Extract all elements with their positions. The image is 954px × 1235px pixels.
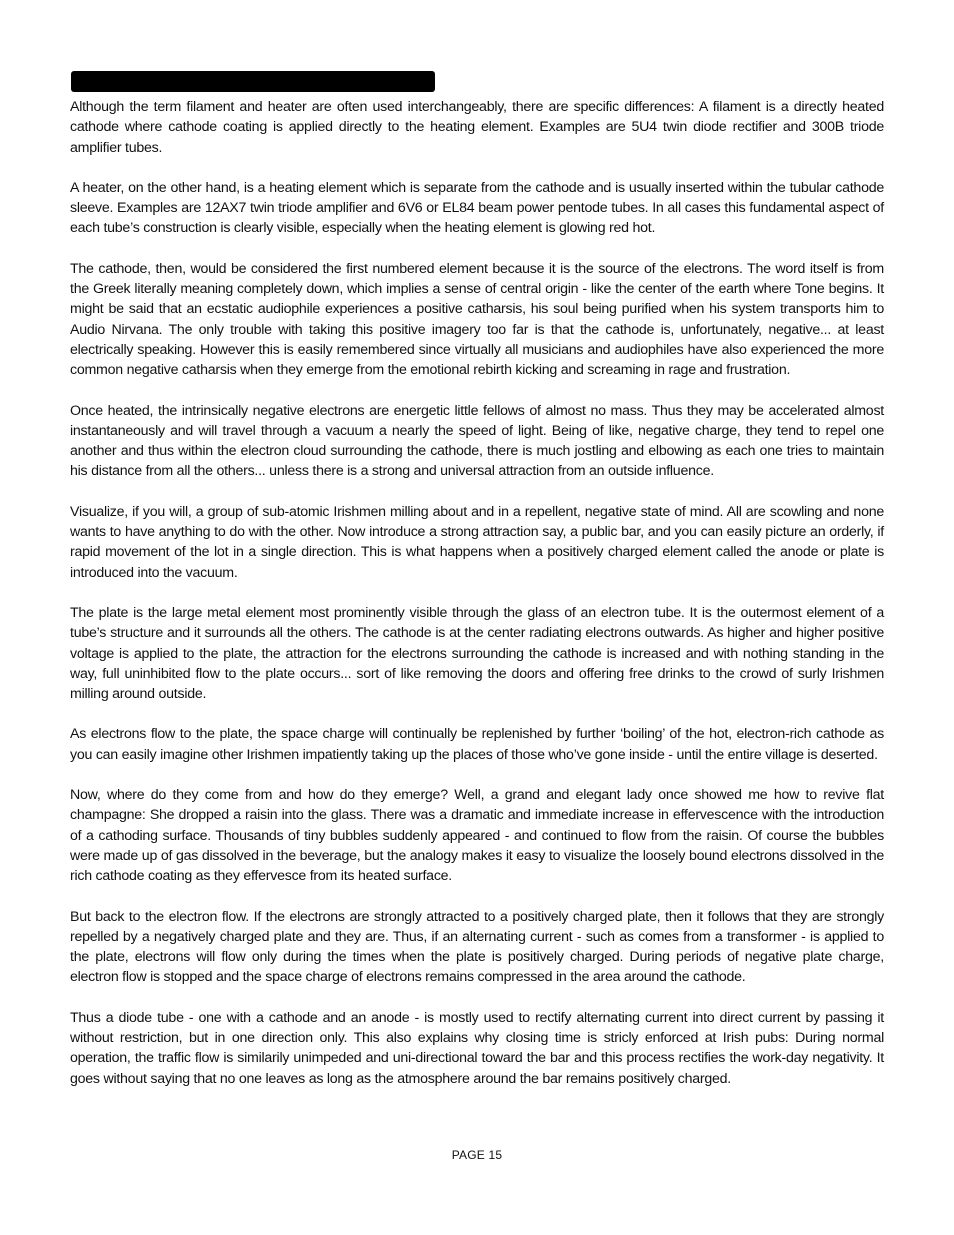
paragraph-heater: A heater, on the other hand, is a heating element which is separate from the cathode and is usually inserted within the tubular cathode sleeve. Examples are 12AX7 twin triode amplifier and 6V6 or EL84 beam power pentode tubes. In all cases this fundamental aspect of each tube’s construction is clearly visible, especially when the heating element is glowing red hot.	[70, 179, 884, 237]
paragraph-cathode: The cathode, then, would be considered the first numbered element because it is the source of the electrons. The word itself is from the Greek literally meaning completely down, which implies a sense of central origin - like the center of the earth where Tone begins. It might be said that an ecstatic audiophile experiences a positive catharsis, his soul being purified when his system transports him to Audio Nirvana. The only trouble with taking this positive imagery too far is that the cathode is, unfortunately, negative... at least electrically speaking. However this is easily remembered since virtually all musicians and audiophiles have also experienced the more common negative catharsis when they emerge from the emotional rebirth kicking and screaming in rage and frustration.	[70, 260, 884, 379]
paragraph-plate: The plate is the large metal element most prominently visible through the glass of an electron tube. It is the outermost element of a tube’s structure and it surrounds all the others. The cathode is at the center radiating electrons outwards. As higher and higher positive voltage is applied to the plate, the attraction for the electrons surrounding the cathode is increased and with nothing standing in the way, full uninhibited flow to the plate occurs... sort of like removing the doors and offering free drinks to the crowd of surly Irishmen milling around outside.	[70, 604, 884, 703]
article-body	[70, 97, 884, 1109]
paragraph-irishmen: Visualize, if you will, a group of sub-atomic Irishmen milling about and in a repellent, negative state of mind. All are scowling and none wants to have anything to do with the other. Now introduce a strong attraction say, a public bar, and you can easily picture an orderly, if rapid movement of the lot in a single direction. This is what happens when a positively charged element called the anode or plate is introduced into the vacuum.	[70, 503, 884, 581]
paragraph-space-charge: As electrons flow to the plate, the space charge will continually be replenished by further ‘boiling’ of the hot, electron-rich cathode as you can easily imagine other Irishmen impatiently taking up the places of those who’ve gone inside - until the entire village is deserted.	[70, 726, 884, 763]
paragraph-electron-flow: But back to the electron flow. If the electrons are strongly attracted to a positively charged plate, then it follows that they are strongly repelled by a negatively charged plate and they are. Thus, if an alternating current - such as comes from a transformer - is applied to the plate, electrons will flow only during the times when the plate is positively charged. During periods of negative plate charge, electron flow is stopped and the space charge of electrons remains compressed in the area around the cathode.	[70, 908, 884, 986]
section-header-bar	[71, 71, 435, 92]
page-number: PAGE 15	[451, 1148, 503, 1162]
paragraph-filament-heater: Although the term filament and heater are often used interchangeably, there are specific differences: A filament is a directly heated cathode where cathode coating is applied directly to the heating element. Examples are 5U4 twin diode rectifier and 300B triode amplifier tubes.	[70, 99, 884, 156]
paragraph-champagne: Now, where do they come from and how do they emerge? Well, a grand and elegant lady once showed me how to revive flat champagne: She dropped a raisin into the glass. There was a dramatic and immediate increase in effervescence with the introduction of a cathoding surface. Thousands of tiny bubbles suddenly appeared - and continued to flow from the raisin. Of course the bubbles were made up of gas dissolved in the beverage, but the analogy makes it easy to visualize the loosely bound electrons dissolved in the rich cathode coating as they effervesce from its heated surface.	[70, 787, 884, 885]
paragraph-diode: Thus a diode tube - one with a cathode and an anode - is mostly used to rectify alternating current into direct current by passing it without restriction, but in one direction only. This also explains why closing time is stricly enforced at Irish pubs: During normal operation, the traffic flow is similarily unimpeded and uni-directional toward the bar and this process rectifies the work-day negativity. It goes without saying that no one leaves as long as the atmosphere around the bar remains positively charged.	[70, 1009, 884, 1087]
paragraph-electrons: Once heated, the intrinsically negative electrons are energetic little fellows of almost no mass. Thus they may be accelerated almost instantaneously and will travel through a vacuum a nearly the speed of light. Being of like, negative charge, they tend to repel one another and thus within the electron cloud surrounding the cathode, there is much jostling and elbowing as each one tries to maintain his distance from all the others... unless there is a strong and universal attraction from an outside influence.	[70, 402, 884, 480]
